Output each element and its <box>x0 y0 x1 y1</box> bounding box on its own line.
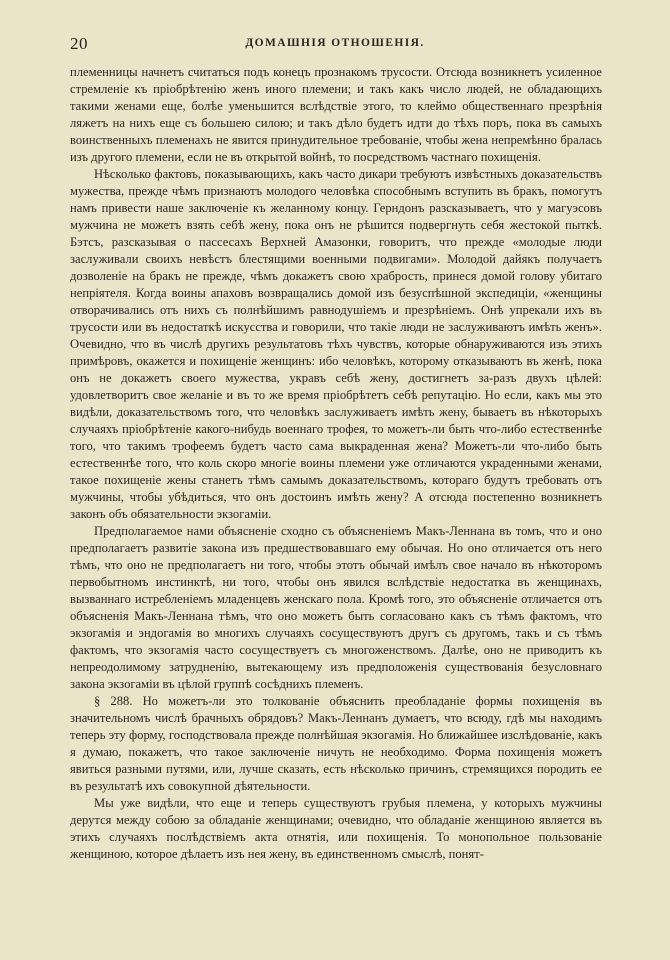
paragraph: Мы уже видѣли, что еще и теперь существуютъ грубыя племена, у которыхъ мужчины дерутся между собою за обладаніе женщинами; очевидно, что обладаніе женщиною является въ этихъ случаяхъ послѣдствіемъ акта отнятія, или похищенія. То монопольное пользованіе женщиною, которое дѣлаетъ изъ нея жену, въ единственномъ смыслѣ, понят- <box>70 796 602 861</box>
running-title: ДОМАШНІЯ ОТНОШЕНІЯ. <box>245 37 425 49</box>
paragraph: племенницы начнетъ считаться подъ конецъ прознакомъ трусости. Отсюда возникнетъ усиленное стремленіе къ пріобрѣтенію женъ иного племени; и такъ какъ число людей, не обладающихъ такими женами еще, болѣе уменьшится вслѣдствіе этого, то клеймо общественнаго презрѣнія ляжетъ на нихъ еще съ большею силою; и такъ дѣло будетъ идти до тѣхъ поръ, пока въ самыхъ воинственныхъ племенахъ не явится принудительное требованіе, чтобы жена непремѣнно бралась изъ другого племени, если не въ открытой войнѣ, то посредствомъ частнаго похищенія. <box>70 65 602 164</box>
paragraph: § 288. Но можетъ-ли это толкованіе объяснить преобладаніе формы похищенія въ значительномъ числѣ брачныхъ обрядовъ? Макъ-Леннанъ думаетъ, что всюду, гдѣ мы находимъ теперь эту форму, господствовала прежде полнѣйшая экзогамія. Но ближайшее изслѣдованіе, какъ я думаю, покажетъ, что такое заключеніе ничуть не необходимо. Форма похищенія можетъ явиться разными путями, или, лучше сказать, есть нѣсколько причинъ, стремящихся породить ее въ результатѣ ихъ совокупной дѣятельности. <box>70 694 602 793</box>
body-text <box>70 64 602 863</box>
page-number: 20 <box>70 34 88 53</box>
page-header <box>70 34 600 58</box>
paragraph: Нѣсколько фактовъ, показывающихъ, какъ часто дикари требуютъ извѣстныхъ доказательствъ мужества, прежде чѣмъ признаютъ молодого человѣка способнымъ вступить въ бракъ, помогутъ намъ привести наше заключеніе къ желанному концу. Герндонъ разсказываетъ, что у магуэсовъ мужчина не можетъ взять себѣ жену, пока онъ не рѣшится подвергнуть себя жестокой пыткѣ. Бэтсъ, разсказывая о пассесахъ Верхней Амазонки, говоритъ, что прежде «молодые люди заслуживали своихъ невѣстъ блестящими военными подвигами». Молодой дайякъ получаетъ дозволеніе на бракъ не прежде, чѣмъ докажетъ свою храбрость, принеся домой голову убитаго непріятеля. Когда воины апаховъ возвращались домой изъ безуспѣшной экспедиціи, «женщины отворачивались отъ нихъ съ полнѣйшимъ равнодушіемъ и презрѣніемъ. Онѣ упрекали ихъ въ трусости или въ недостаткѣ искусства и говорили, что такіе люди не заслуживаютъ имѣть женъ». Очевидно, что въ числѣ другихъ результатовъ тѣхъ чувствъ, которые обнаруживаются изъ этихъ примѣровъ, окажется и похищеніе женщинъ: ибо человѣкъ, которому отказываютъ въ женѣ, пока онъ не докажетъ своего мужества, укравъ себѣ жену, достигнетъ за-разъ двухъ цѣлей: удовлетворитъ свое желаніе и въ то же время пріобрѣтетъ себѣ репутацію. Но если, какъ мы это видѣли, доказательствомъ того, что человѣкъ заслуживаетъ имѣть жену, бываетъ въ нѣкоторыхъ случаяхъ пріобрѣтеніе какого-нибудь военнаго трофея, то можетъ-ли быть что-либо естественнѣе того, что такимъ трофеемъ будетъ часто сама выкраденная жена? Можетъ-ли что-либо быть естественнѣе того, что коль скоро многіе воины племени уже отличаются украденными женами, такое похищеніе жены станетъ тѣмъ самымъ доказательствомъ, котораго будутъ требовать отъ мужчины, чтобы убѣдиться, что онъ достоинъ имѣть жену? А отсюда постепенно возникнетъ законъ объ обязательности экзогаміи. <box>70 167 602 521</box>
paragraph: Предполагаемое нами объясненіе сходно съ объясненіемъ Макъ-Леннана въ томъ, что и оно предполагаетъ развитіе закона изъ предшествовавшаго ему обычая. Но оно отличается отъ него тѣмъ, что оно не предполагаетъ ни того, чтобы этотъ обычай имѣлъ свое начало въ нѣкоторомъ первобытномъ инстинктѣ, ни того, чтобы онъ явился вслѣдствіе недостатка въ женщинахъ, вызваннаго истребленіемъ младенцевъ женскаго пола. Кромѣ того, это объясненіе отличается отъ объясненія Макъ-Леннана тѣмъ, что оно можетъ быть согласовано какъ съ тѣмъ фактомъ, что экзогамія и эндогамія во многихъ случаяхъ сосуществуютъ другъ съ другомъ, такъ и съ тѣмъ фактомъ, что экзогамія часто сосуществуетъ съ многоженствомъ. Далѣе, оно не приводитъ къ непреодолимому затрудненію, вытекающему изъ предположенія существованія безусловнаго закона экзогаміи въ цѣлой группѣ сосѣднихъ племенъ. <box>70 524 602 691</box>
